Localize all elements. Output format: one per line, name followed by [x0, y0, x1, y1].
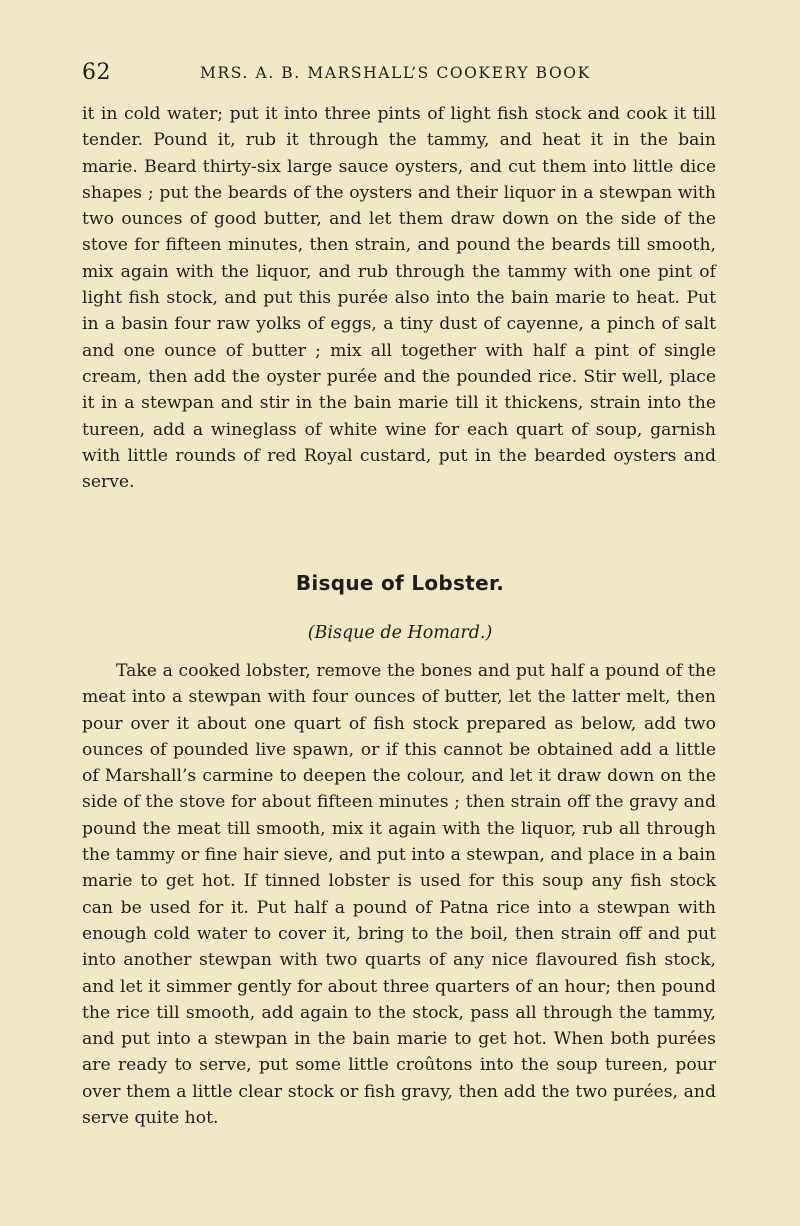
running-head: MRS. A. B. MARSHALL’S COOKERY BOOK: [200, 64, 591, 82]
recipe-subtitle: (Bisque de Homard.): [307, 623, 493, 643]
recipe-continuation-paragraph: it in cold water; put it into three pints of light fish stock and cook it till tender. Pound it, rub it through the tammy, and heat it in the bain marie. Beard thirty-six large sauce oysters, and cut them into little dice shapes ; put the beards of the oysters and their liquor in a stewpan with two ounces of good butter, and let them draw down on the side of the stove for fifteen minutes, then strain, and pound the beards till smooth, mix again with the liquor, and rub through the tammy with one pint of light fish stock, and put this purée also into the bain marie to heat. Put in a basin four raw yolks of eggs, a tiny dust of cayenne, a pinch of salt and one ounce of butter ; mix all together with half a pint of single cream, then add the oyster purée and the pounded rice. Stir well, place it in a stewpan and stir in the bain marie till it thickens, strain into the tureen, add a wineglass of white wine for each quart of soup, garnish with little rounds of red Royal custard, put in the bearded oysters and serve.: [82, 104, 716, 493]
page-header: [82, 60, 722, 90]
recipe-title: Bisque of Lobster.: [295, 571, 505, 595]
page-number: 62: [82, 60, 111, 85]
recipe-body-paragraph: Take a cooked lobster, remove the bones and put half a pound of the meat into a stewpan with four ounces of butter, let the latter melt, then pour over it about one quart of fish stock prepared as below, add two ounces of pounded live spawn, or if this cannot be obtained add a little of Marshall’s carmine to deepen the colour, and let it draw down on the side of the stove for about fifteen minutes ; then strain off the gravy and pound the meat till smooth, mix it again with the liquor, rub all through the tammy or fine hair sieve, and put into a stewpan, and place in a bain marie to get hot. If tinned lobster is used for this soup any fish stock can be used for it. Put half a pound of Patna rice into a stewpan with enough cold water to cover it, bring to the boil, then strain off and put into another stewpan with two quarts of any nice flavoured fish stock, and let it simmer gently for about three quarters of an hour; then pound the rice till smooth, add again to the stock, pass all through the tammy, and put into a stewpan in the bain marie to get hot. When both purées are ready to serve, put some little croûtons into the soup tureen, pour over them a little clear stock or fish gravy, then add the two purées, and serve quite hot.: [82, 661, 716, 1129]
